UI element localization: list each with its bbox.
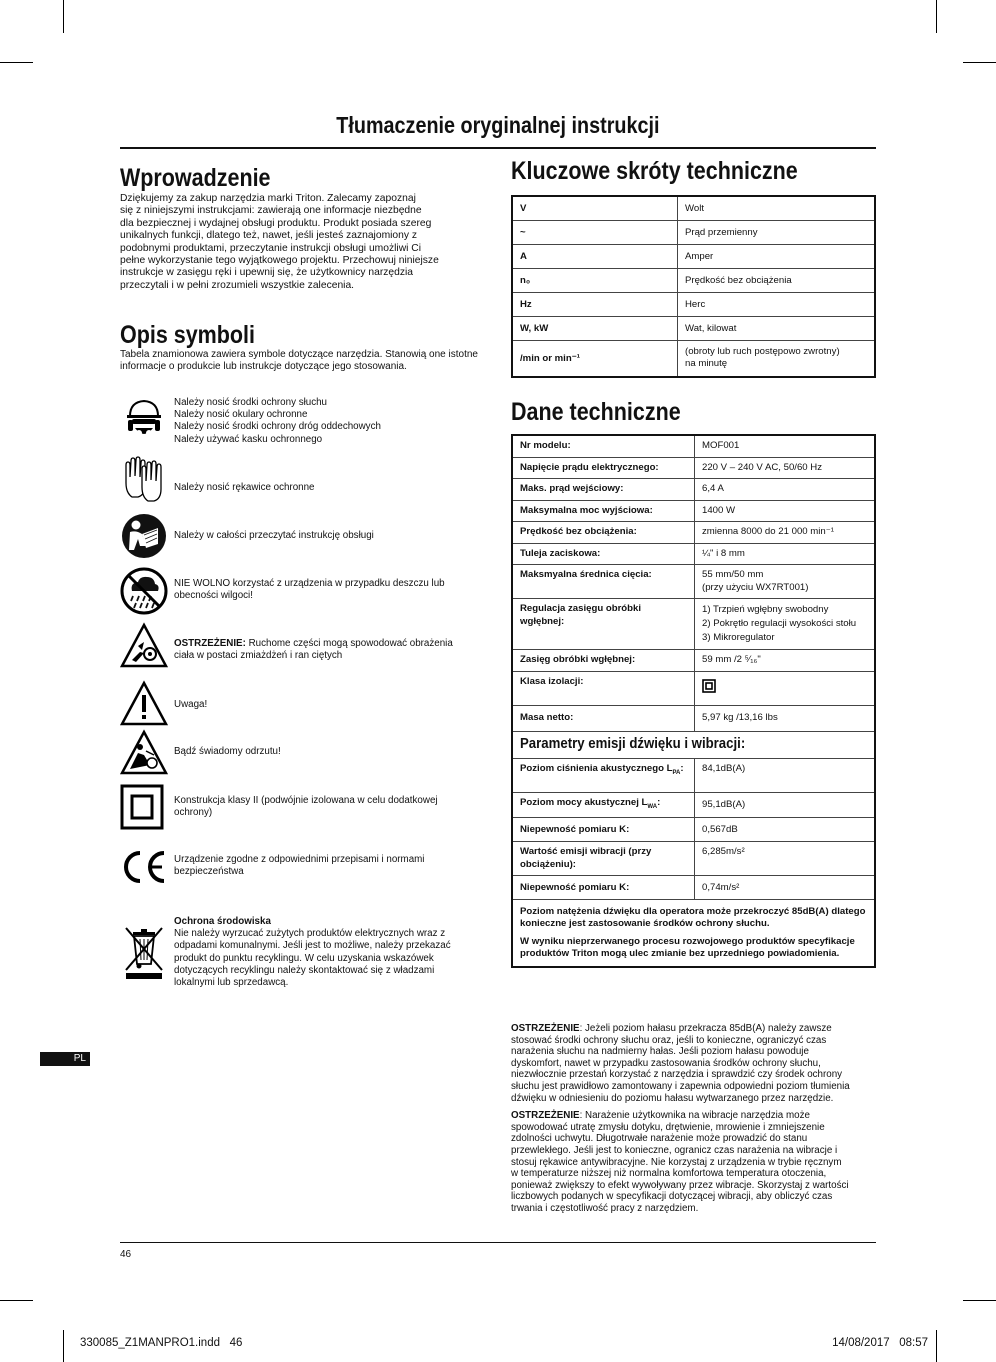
table-row: Poziom ciśnienia akustycznego $L_{PA}$: 84,1dB(A) [512,759,875,793]
no-rain-icon [120,567,168,615]
table-row: Zasięg obróbki wgłębnej: 59 mm /2 ⁵⁄₁₆" [512,650,875,672]
emission-heading: Parametry emisji dźwięku i wibracji: [520,734,746,752]
table-row: Napięcie prądu elektrycznego: 220 V – 240 V AC, 50/60 Hz [512,457,875,479]
table-row: A Amper [512,244,875,268]
table-row: ~ Prąd przemienny [512,220,875,244]
specs-table [511,434,876,968]
table-row: Nr modelu: MOF001 [512,435,875,457]
class-ii-icon [702,679,716,693]
table-row: W, kW Wat, kilowat [512,316,875,340]
caution-icon [120,680,168,728]
table-row: /min or min⁻¹ (obroty lub ruch postępowo zwrotny) na minutę [512,340,875,377]
crop-mark [0,62,33,63]
intro-heading: Wprowadzenie [120,164,271,192]
table-row: Maks. prąd wejściowy: 6,4 A [512,479,875,501]
table-row: V Wolt [512,196,875,220]
crop-mark [963,1300,996,1301]
symbols-intro: Tabela znamionowa zawiera symbole dotyczące narzędzia. Stanowią one istotne informacje o produkcie lub instrukcje dotyczące jego stosowania. [120,349,478,373]
slug-date: 14/08/2017 08:57 [832,1337,928,1349]
language-tab: PL [40,1052,90,1066]
abbreviations-table [511,195,876,378]
table-row [512,731,875,759]
spec-note: Poziom natężenia dźwięku dla operatora może przekroczyć 85dB(A) dlatego konieczne jest zastosowanie środków ochrony słuchu. [520,906,866,930]
class-ii-icon [120,784,164,830]
warning-noise: OSTRZEŻENIE: Jeżeli poziom hałasu przekracza 85dB(A) należy zawsze stosować środki ochrony słuchu oraz, jeśli to konieczne, ograniczyć czas narażenia słuchu na nadmierny hałas. Jeśli poziom hałasu powoduje dyskomfort, nawet w przypadku zastosowania środków ochrony słuchu, niezwłocznie przestań korzystać z narzędzia i sprawdzić czy środek ochrony słuchu jest prawidłowo zamontowany i zapewnia odpowiedni poziom tłumienia dźwięku w odniesieniu do poziomu hałasu wytwarzanego przez narzędzie. [511,1023,850,1104]
warning-vibration: OSTRZEŻENIE: Narażenie użytkownika na wibracje narzędzia może spowodować utratę zmysłu dotyku, drętwienie, mrowienie i zmniejszenie zdolności uchwytu. Długotrwałe narażenie może prowadzić do stanu przewlekłego. Jeśli jest to konieczne, ogranicz czas narażenia na wibracje i stosuj rękawice antywibracyjne. Nie korzystaj z urządzenia w trybie ręcznym w temperaturze niższej niż normalna komfortowa temperatura otoczenia, ponieważ zwiększy to efekt wywoływany przez wibracje. Skorzystaj z wartości liczbowych podanych w specyfikacji dotyczącej wibracji, aby obliczyć czas trwania i częstotliwość pracy z narzędziem. [511,1110,849,1214]
kickback-warning-icon [120,729,168,777]
table-row: Maksymalna moc wyjściowa: 1400 W [512,500,875,522]
table-row: Regulacja zasięgu obróbki wgłębnej: 1) Trzpień wgłębny swobodny 2) Pokrętło regulacji wysokości stołu 3) Mikroregulator [512,599,875,650]
weee-bin-icon [120,922,168,982]
gloves-icon [120,455,168,503]
crop-mark [63,1330,64,1362]
table-row: Poziom mocy akustycznej $L_{WA}$: 95,1dB(A) [512,793,875,818]
table-row: Maksmyalna średnica cięcia: 55 mm/50 mm (przy użyciu WX7RT001) [512,565,875,599]
ce-mark-icon [120,848,168,886]
spec-note: W wyniku nieprzerwanego procesu rozwojowego produktów specyfikacje produktów Triton mogą ulec zmianie bez uprzedniego powiadomienia. [520,936,855,960]
intro-paragraph: Dziękujemy za zakup narzędzia marki Triton. Zalecamy zapoznaj się z niniejszymi instrukcjami: zawierają one informacje niezbędne dla bezpiecznej i wydajnej obsługi produktu. Produkt posiada szereg unikalnych funkcji, dlatego też, nawet, jeśli jesteś zaznajomiony z podobnymi produktami, przeczytanie instrukcji obsługi umożliwi Ci pełne wykorzystanie tego wyjątkowego projektu. Przechowuj niniejsze instrukcje w zasięgu ręki i upewnij się, że użytkownicy narzędzia przeczytali i w pełni zrozumieli wszystkie zalecenia. [120,193,439,291]
crop-mark [936,1330,937,1362]
header-rule [120,147,876,149]
table-row: Hz Herc [512,292,875,316]
crop-mark [936,0,937,33]
table-row: Wartość emisji wibracji (przy obciążeniu): 6,285m/s² [512,842,875,876]
table-row: n₀ Prędkość bez obciążenia [512,268,875,292]
moving-parts-warning-icon [120,622,168,670]
specs-heading: Dane techniczne [511,398,681,426]
abbreviations-heading: Kluczowe skróty techniczne [511,157,798,185]
table-row: Tuleja zaciskowa: ¼" i 8 mm [512,543,875,565]
table-row: Niepewność pomiaru K: 0,74m/s² [512,876,875,900]
slug-file: 330085_Z1MANPRO1.indd 46 [80,1337,243,1349]
ppe-head-protection-icon [120,396,168,444]
crop-mark [0,1300,33,1301]
table-row: Prędkość bez obciążenia: zmienna 8000 do 21 000 min⁻¹ [512,522,875,544]
crop-mark [63,0,64,33]
table-row: Masa netto: 5,97 kg /13,16 lbs [512,705,875,731]
footer-rule [120,1242,876,1243]
table-row: Niepewność pomiaru K: 0,567dB [512,818,875,842]
page-number: 46 [120,1249,132,1260]
table-row [512,900,875,968]
page-title: Tłumaczenie oryginalnej instrukcji [336,112,660,138]
symbols-heading: Opis symboli [120,321,256,349]
read-manual-icon [120,512,168,560]
table-row: Klasa izolacji: [512,671,875,705]
crop-mark [963,62,996,63]
warnings [511,1023,881,1221]
page-header [120,112,876,139]
